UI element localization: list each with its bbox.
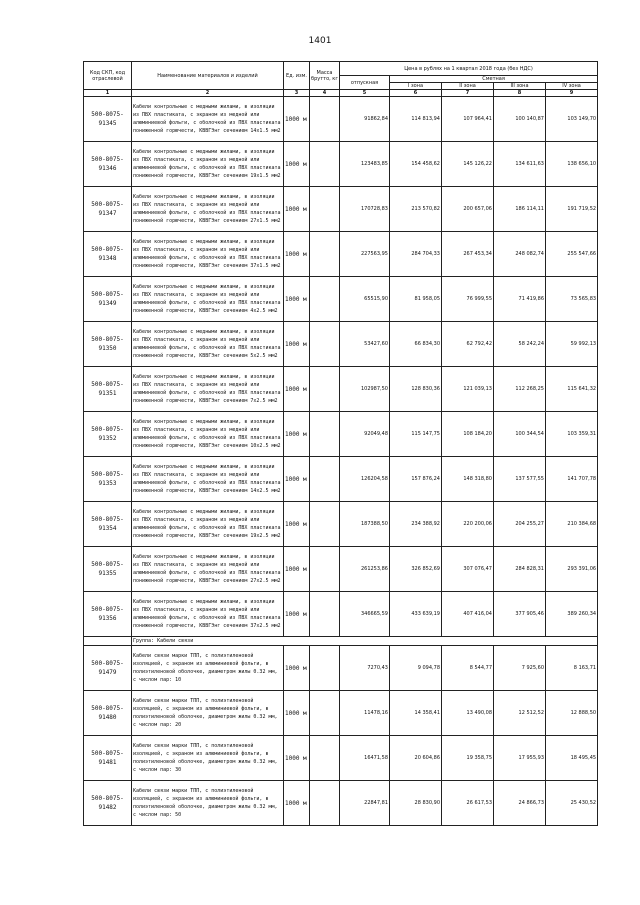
- zone-2-price: 26 617,53: [442, 781, 494, 826]
- zone-1-price: 154 458,62: [390, 142, 442, 187]
- item-code: 500-8075-91352: [84, 412, 132, 457]
- header-zone-2: II зона: [442, 83, 494, 90]
- column-number: 9: [546, 90, 598, 97]
- item-code: 500-8075-91349: [84, 277, 132, 322]
- header-price-group: Цена в рублях на 1 квартал 2018 года (без НДС): [340, 62, 598, 76]
- item-name: Кабели связи марки ТПП, с полиэтиленовой изоляцией, с экраном из алюминиевой фольги, в полиэтиленовой оболочке, диаметром жилы 0.32 мм, с числом пар: 50: [132, 781, 284, 826]
- table-row: [84, 736, 598, 781]
- item-code: 500-8075-91351: [84, 367, 132, 412]
- item-unit: 1000 м: [284, 547, 310, 592]
- table-row: [84, 187, 598, 232]
- zone-4-price: 18 495,45: [546, 736, 598, 781]
- zone-4-price: 389 260,34: [546, 592, 598, 637]
- release-price: 126204,58: [340, 457, 390, 502]
- item-code: 500-8075-91353: [84, 457, 132, 502]
- zone-4-price: 191 719,52: [546, 187, 598, 232]
- release-price: 65515,90: [340, 277, 390, 322]
- zone-3-price: 186 114,11: [494, 187, 546, 232]
- item-name: Кабели связи марки ТПП, с полиэтиленовой изоляцией, с экраном из алюминиевой фольги, в полиэтиленовой оболочке, диаметром жилы 0.32 мм, с числом пар: 30: [132, 736, 284, 781]
- release-price: 170728,83: [340, 187, 390, 232]
- zone-1-price: 433 639,19: [390, 592, 442, 637]
- release-price: 91862,84: [340, 97, 390, 142]
- zone-4-price: 25 430,52: [546, 781, 598, 826]
- zone-3-price: 71 419,86: [494, 277, 546, 322]
- zone-2-price: 8 544,77: [442, 646, 494, 691]
- zone-1-price: 157 876,24: [390, 457, 442, 502]
- item-mass: [310, 736, 340, 781]
- header-name: Наименование материалов и изделий: [132, 62, 284, 90]
- header-unit: Ед. изм.: [284, 62, 310, 90]
- item-unit: 1000 м: [284, 457, 310, 502]
- price-table: [83, 61, 598, 826]
- item-name: Кабели контрольные с медными жилами, в изоляции из ПВХ пластиката, с экраном из медной или алюминиевой фольги, с оболочкой из ПВХ пластиката пониженной горючести, КВВГЭнг сечением 19х2.5 мм2: [132, 502, 284, 547]
- item-name: Кабели контрольные с медными жилами, в изоляции из ПВХ пластиката, с экраном из медной или алюминиевой фольги, с оболочкой из ПВХ пластиката пониженной горючести, КВВГЭнг сечением 5х2.5 мм2: [132, 322, 284, 367]
- zone-3-price: 17 955,93: [494, 736, 546, 781]
- zone-4-price: 293 391,06: [546, 547, 598, 592]
- zone-1-price: 66 834,30: [390, 322, 442, 367]
- item-unit: 1000 м: [284, 142, 310, 187]
- item-name: Кабели контрольные с медными жилами, в изоляции из ПВХ пластиката, с экраном из медной или алюминиевой фольги, с оболочкой из ПВХ пластиката пониженной горючести, КВВГЭнг сечением 14х1.5 мм2: [132, 97, 284, 142]
- zone-1-price: 284 704,33: [390, 232, 442, 277]
- zone-2-price: 200 657,06: [442, 187, 494, 232]
- table-row: [84, 277, 598, 322]
- table-row: [84, 547, 598, 592]
- item-unit: 1000 м: [284, 412, 310, 457]
- zone-2-price: 107 964,41: [442, 97, 494, 142]
- item-name: Кабели связи марки ТПП, с полиэтиленовой изоляцией, с экраном из алюминиевой фольги, в полиэтиленовой оболочке, диаметром жилы 0.32 мм, с числом пар: 10: [132, 646, 284, 691]
- header-code: Код СКП, код отраслевой: [84, 62, 132, 90]
- item-unit: 1000 м: [284, 277, 310, 322]
- item-unit: 1000 м: [284, 367, 310, 412]
- zone-4-price: 73 565,83: [546, 277, 598, 322]
- page-number: 1401: [308, 36, 332, 46]
- header-zone-3: III зона: [494, 83, 546, 90]
- release-price: 123483,85: [340, 142, 390, 187]
- zone-1-price: 20 604,86: [390, 736, 442, 781]
- zone-3-price: 137 577,55: [494, 457, 546, 502]
- zone-3-price: 112 268,25: [494, 367, 546, 412]
- item-unit: 1000 м: [284, 691, 310, 736]
- header-zone-4: IV зона: [546, 83, 598, 90]
- item-name: Кабели контрольные с медными жилами, в изоляции из ПВХ пластиката, с экраном из медной или алюминиевой фольги, с оболочкой из ПВХ пластиката пониженной горючести, КВВГЭнг сечением 19х1.5 мм2: [132, 142, 284, 187]
- item-code: 500-8075-91345: [84, 97, 132, 142]
- table-row: [84, 457, 598, 502]
- table-row: [84, 592, 598, 637]
- zone-1-price: 9 094,78: [390, 646, 442, 691]
- table-row: [84, 232, 598, 277]
- item-unit: 1000 м: [284, 736, 310, 781]
- zone-3-price: 248 082,74: [494, 232, 546, 277]
- release-price: 11478,16: [340, 691, 390, 736]
- header-release: отпускная: [340, 76, 390, 90]
- item-name: Кабели контрольные с медными жилами, в изоляции из ПВХ пластиката, с экраном из медной или алюминиевой фольги, с оболочкой из ПВХ пластиката пониженной горючести, КВВГЭнг сечением 14х2.5 мм2: [132, 457, 284, 502]
- zone-1-price: 14 358,41: [390, 691, 442, 736]
- item-unit: 1000 м: [284, 322, 310, 367]
- zone-4-price: 141 707,78: [546, 457, 598, 502]
- item-unit: 1000 м: [284, 187, 310, 232]
- item-code: 500-8075-91482: [84, 781, 132, 826]
- item-name: Кабели контрольные с медными жилами, в изоляции из ПВХ пластиката, с экраном из медной или алюминиевой фольги, с оболочкой из ПВХ пластиката пониженной горючести, КВВГЭнг сечением 7х2.5 мм2: [132, 367, 284, 412]
- item-code: 500-8075-91354: [84, 502, 132, 547]
- zone-4-price: 8 163,71: [546, 646, 598, 691]
- header-estimate: Сметная: [390, 76, 598, 83]
- release-price: 346665,59: [340, 592, 390, 637]
- item-mass: [310, 502, 340, 547]
- table-row: [84, 97, 598, 142]
- zone-4-price: 210 384,68: [546, 502, 598, 547]
- item-code: 500-8075-91347: [84, 187, 132, 232]
- zone-2-price: 145 126,22: [442, 142, 494, 187]
- zone-1-price: 326 852,69: [390, 547, 442, 592]
- column-number: 7: [442, 90, 494, 97]
- item-mass: [310, 232, 340, 277]
- table-row: [84, 142, 598, 187]
- header-mass: Масса брутто, кг: [310, 62, 340, 90]
- zone-3-price: 284 828,31: [494, 547, 546, 592]
- item-code: 500-8075-91481: [84, 736, 132, 781]
- zone-3-price: 7 925,60: [494, 646, 546, 691]
- zone-2-price: 62 792,42: [442, 322, 494, 367]
- item-code: 500-8075-91348: [84, 232, 132, 277]
- zone-2-price: 121 039,13: [442, 367, 494, 412]
- item-name: Кабели связи марки ТПП, с полиэтиленовой изоляцией, с экраном из алюминиевой фольги, в полиэтиленовой оболочке, диаметром жилы 0.32 мм, с числом пар: 20: [132, 691, 284, 736]
- zone-4-price: 59 992,13: [546, 322, 598, 367]
- zone-3-price: 24 866,73: [494, 781, 546, 826]
- table-row: [84, 502, 598, 547]
- zone-1-price: 28 830,90: [390, 781, 442, 826]
- item-mass: [310, 142, 340, 187]
- item-code: 500-8075-91480: [84, 691, 132, 736]
- item-mass: [310, 781, 340, 826]
- item-mass: [310, 187, 340, 232]
- item-code: 500-8075-91346: [84, 142, 132, 187]
- release-price: 102987,50: [340, 367, 390, 412]
- zone-2-price: 220 200,06: [442, 502, 494, 547]
- item-mass: [310, 97, 340, 142]
- item-mass: [310, 691, 340, 736]
- zone-2-price: 407 416,04: [442, 592, 494, 637]
- item-unit: 1000 м: [284, 502, 310, 547]
- item-mass: [310, 277, 340, 322]
- zone-2-price: 76 999,55: [442, 277, 494, 322]
- item-code: 500-8075-91479: [84, 646, 132, 691]
- zone-3-price: 377 905,46: [494, 592, 546, 637]
- item-mass: [310, 457, 340, 502]
- item-name: Кабели контрольные с медными жилами, в изоляции из ПВХ пластиката, с экраном из медной или алюминиевой фольги, с оболочкой из ПВХ пластиката пониженной горючести, КВВГЭнг сечением 27х1.5 мм2: [132, 187, 284, 232]
- item-unit: 1000 м: [284, 592, 310, 637]
- item-mass: [310, 412, 340, 457]
- zone-4-price: 115 641,32: [546, 367, 598, 412]
- zone-3-price: 12 512,52: [494, 691, 546, 736]
- column-number: 8: [494, 90, 546, 97]
- item-name: Кабели контрольные с медными жилами, в изоляции из ПВХ пластиката, с экраном из медной или алюминиевой фольги, с оболочкой из ПВХ пластиката пониженной горючести, КВВГЭнг сечением 37х1.5 мм2: [132, 232, 284, 277]
- zone-3-price: 100 140,87: [494, 97, 546, 142]
- item-unit: 1000 м: [284, 232, 310, 277]
- column-number: 2: [132, 90, 284, 97]
- item-mass: [310, 547, 340, 592]
- zone-2-price: 307 076,47: [442, 547, 494, 592]
- zone-4-price: 12 888,50: [546, 691, 598, 736]
- item-mass: [310, 592, 340, 637]
- zone-2-price: 19 358,75: [442, 736, 494, 781]
- item-code: 500-8075-91355: [84, 547, 132, 592]
- header-zone-1: I зона: [390, 83, 442, 90]
- zone-4-price: 255 547,66: [546, 232, 598, 277]
- table-row: [84, 322, 598, 367]
- item-name: Кабели контрольные с медными жилами, в изоляции из ПВХ пластиката, с экраном из медной или алюминиевой фольги, с оболочкой из ПВХ пластиката пониженной горючести, КВВГЭнг сечением 10х2.5 мм2: [132, 412, 284, 457]
- zone-1-price: 128 830,36: [390, 367, 442, 412]
- zone-1-price: 115 147,75: [390, 412, 442, 457]
- item-name: Кабели контрольные с медными жилами, в изоляции из ПВХ пластиката, с экраном из медной или алюминиевой фольги, с оболочкой из ПВХ пластиката пониженной горючести, КВВГЭнг сечением 4х2.5 мм2: [132, 277, 284, 322]
- zone-1-price: 213 570,82: [390, 187, 442, 232]
- release-price: 227563,95: [340, 232, 390, 277]
- item-unit: 1000 м: [284, 97, 310, 142]
- zone-3-price: 58 242,24: [494, 322, 546, 367]
- zone-4-price: 103 359,31: [546, 412, 598, 457]
- zone-1-price: 114 813,94: [390, 97, 442, 142]
- item-mass: [310, 646, 340, 691]
- release-price: 7270,43: [340, 646, 390, 691]
- table-row: [84, 691, 598, 736]
- release-price: 22847,81: [340, 781, 390, 826]
- column-number: 3: [284, 90, 310, 97]
- column-number-row: [84, 90, 598, 97]
- table-row: [84, 412, 598, 457]
- item-code: 500-8075-91356: [84, 592, 132, 637]
- item-name: Кабели контрольные с медными жилами, в изоляции из ПВХ пластиката, с экраном из медной или алюминиевой фольги, с оболочкой из ПВХ пластиката пониженной горючести, КВВГЭнг сечением 27х2.5 мм2: [132, 547, 284, 592]
- item-mass: [310, 367, 340, 412]
- zone-4-price: 138 656,10: [546, 142, 598, 187]
- release-price: 92049,48: [340, 412, 390, 457]
- group-row: [84, 637, 598, 646]
- zone-1-price: 234 388,92: [390, 502, 442, 547]
- zone-3-price: 134 611,63: [494, 142, 546, 187]
- release-price: 53427,60: [340, 322, 390, 367]
- release-price: 187388,50: [340, 502, 390, 547]
- item-mass: [310, 322, 340, 367]
- zone-3-price: 100 344,54: [494, 412, 546, 457]
- column-number: 6: [390, 90, 442, 97]
- table-row: [84, 781, 598, 826]
- table-row: [84, 367, 598, 412]
- group-label: Группа: Кабели связи: [132, 637, 598, 646]
- zone-2-price: 148 318,80: [442, 457, 494, 502]
- release-price: 261253,86: [340, 547, 390, 592]
- zone-2-price: 267 453,34: [442, 232, 494, 277]
- zone-1-price: 81 958,05: [390, 277, 442, 322]
- zone-2-price: 108 184,20: [442, 412, 494, 457]
- item-unit: 1000 м: [284, 781, 310, 826]
- item-code: 500-8075-91350: [84, 322, 132, 367]
- item-name: Кабели контрольные с медными жилами, в изоляции из ПВХ пластиката, с экраном из медной или алюминиевой фольги, с оболочкой из ПВХ пластиката пониженной горючести, КВВГЭнг сечением 37х2.5 мм2: [132, 592, 284, 637]
- group-empty-cell: [84, 637, 132, 646]
- column-number: 5: [340, 90, 390, 97]
- item-unit: 1000 м: [284, 646, 310, 691]
- table-row: [84, 646, 598, 691]
- column-number: 4: [310, 90, 340, 97]
- zone-2-price: 13 490,08: [442, 691, 494, 736]
- zone-3-price: 204 255,27: [494, 502, 546, 547]
- zone-4-price: 103 149,70: [546, 97, 598, 142]
- column-number: 1: [84, 90, 132, 97]
- release-price: 16471,58: [340, 736, 390, 781]
